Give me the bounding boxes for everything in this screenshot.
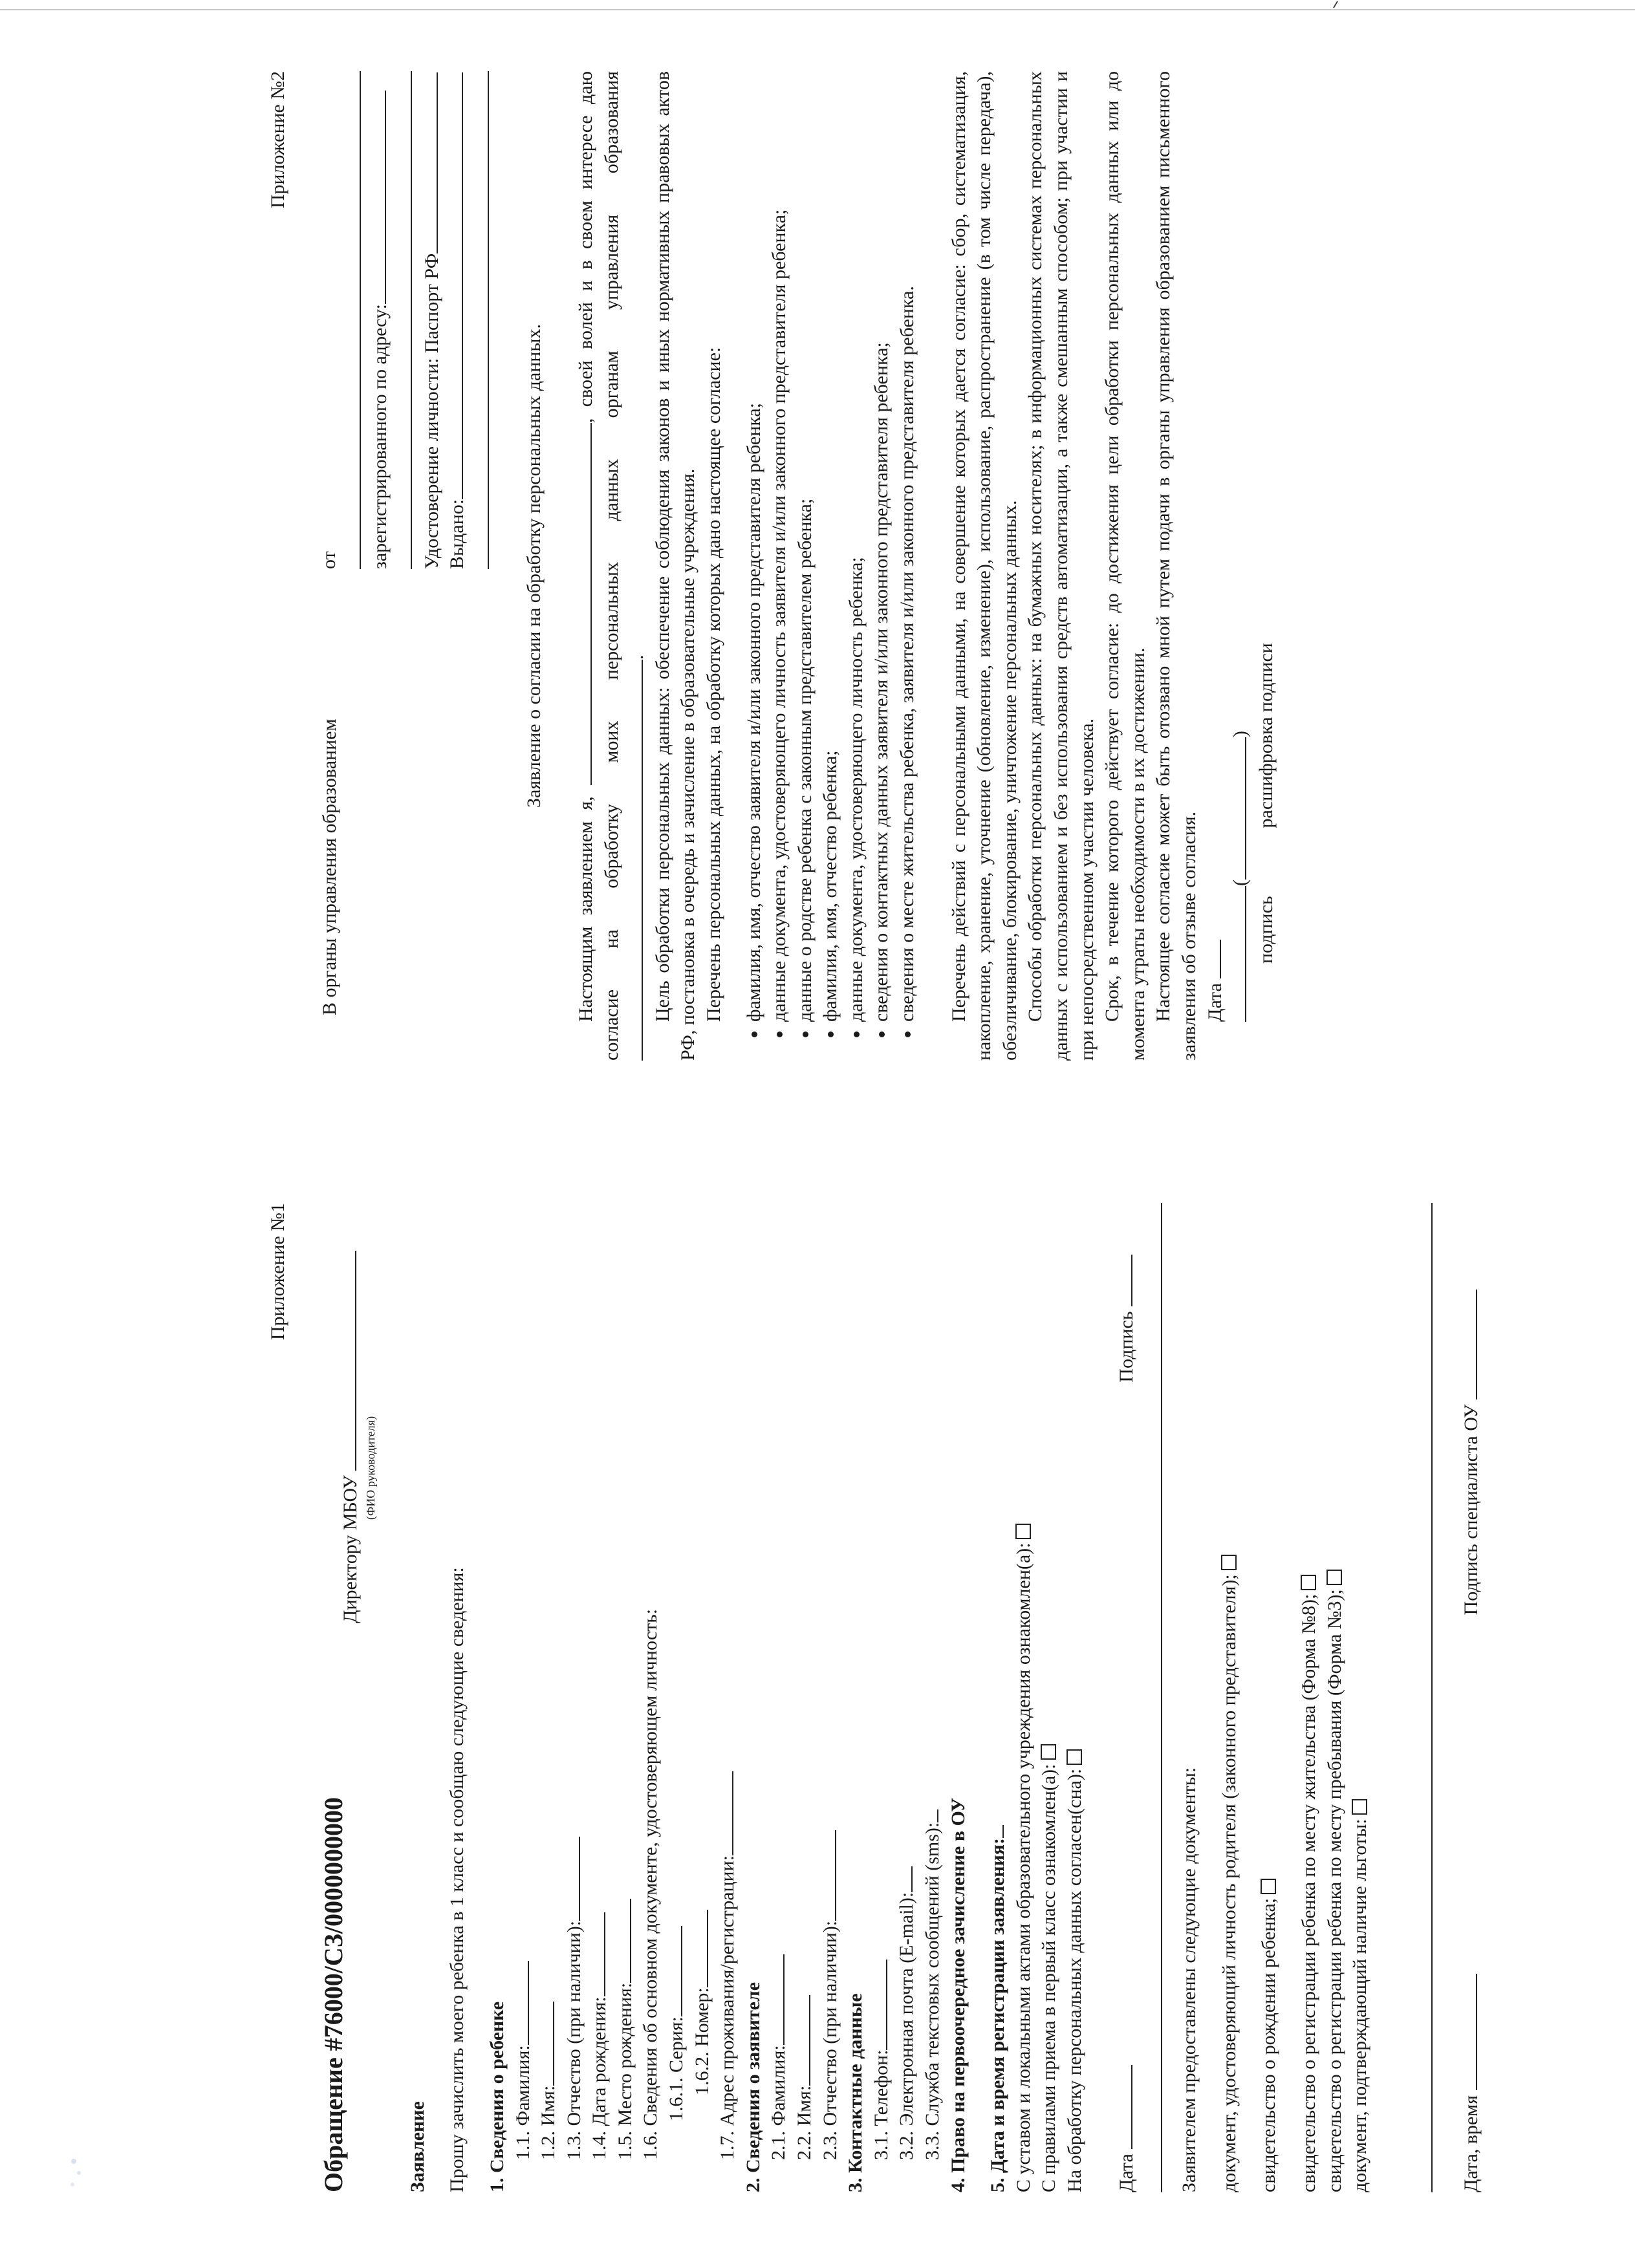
- specialist-signature-field[interactable]: [1460, 1290, 1477, 1399]
- datetime-label: Дата, время: [1460, 2095, 1482, 2192]
- datetime-field[interactable]: [1460, 1974, 1477, 2090]
- doc-series-field[interactable]: [666, 1926, 682, 2016]
- director-field[interactable]: [340, 1251, 356, 1471]
- list-item: • сведения о контактных данных заявителя и/или законного представителя ребенка;: [869, 71, 894, 1022]
- doc-number-field[interactable]: [691, 1910, 708, 1987]
- address-field-2[interactable]: [395, 71, 412, 569]
- consent-date-field[interactable]: [1204, 940, 1221, 978]
- charter-checkbox[interactable]: [1015, 1524, 1031, 1539]
- director-label: Директору МБОУ: [340, 1475, 362, 1623]
- child-birthdate-label: 1.4. Дата рождения:: [589, 1996, 611, 2160]
- sms-field[interactable]: [922, 1809, 938, 1822]
- section-contacts-heading: 3. Контактные данные: [845, 1993, 867, 2192]
- recipient-line: В органы управления образованием: [318, 718, 340, 1015]
- request-text: Прошу зачислить моего ребенка в 1 класс и сообщаю следующие сведения:: [446, 1567, 468, 2192]
- consent-p1-end: , своей волей и в своем интересе даю согласие на обработку моих персональных данных органам управления образования: [574, 70, 622, 1061]
- rules-consent-label: С правилами приема в первый класс ознакомлен(а):: [1038, 1764, 1060, 2192]
- zayavlenie-heading: Заявление: [406, 2101, 428, 2192]
- passport-field[interactable]: [421, 72, 438, 254]
- child-patronymic-label: 1.3. Отчество (при наличии):: [563, 1920, 585, 2160]
- applicant-name-field[interactable]: [794, 1995, 810, 2086]
- child-name-label: 1.2. Имя:: [537, 2085, 559, 2160]
- address-field[interactable]: [369, 91, 386, 304]
- signature-caption: подпись: [1255, 896, 1277, 964]
- list-item: • данные о родстве ребенка с законным представителем ребенка;: [792, 71, 818, 1022]
- consent-list-intro: Перечень персональных данных, на обработку которых дано настоящее согласие:: [702, 347, 724, 1022]
- specialist-signature-label: Подпись специалиста ОУ: [1460, 1404, 1482, 1615]
- decode-caption: расшифровка подписи: [1255, 643, 1277, 828]
- appendix-2-panel: Приложение №2 В органы управления образованием от зарегистрированного по адресу: Удостоверение личности: Паспорт РФ Выдано: Заявление о согласии на обработку персональных данных. Настоящим заявлением я, , своей волей и в своем интересе даю согласие на обработку моих персональных данных органам управления образования . Цель обработки персональных данных: обеспечение соблюдения законов и иных нормативных правовых актов РФ, постановка в очередь и зачисление в образовательные учреждения. Перечень персональных данных, на обработку которых дано настоящее согласие: • фамилия, имя, отчество заявителя и/или законного представителя ребенка; • данные документа, удостоверяющего личность заявителя и/или законного представителя ребенка; • данные о родстве ребенка с законным представителем ребенка; • фамилия, имя, отчество ребенка; • данные документа, удостоверяющего личность ребенка; • сведения о контактных данных заявителя и/или законного представителя ребенка; • сведения о месте жительства ребенка, заявителя и/или законного представителя ребенка. Перечень действий с персональными данными, на совершение которых дается согласие: сбор, систематизация, накопление, хранение, уточнение (обновление, изменение), использование, распространение (в том числе передача), обезличивание, блокирование, уничтожение персональных данных. Способы обработки персональных данных: на бумажных носителях; в информационных системах персональных данных с использованием и без использования средств автоматизации, а также смешанным способом; при участии и при непосредственном участии человека. Срок, в течение которого действует согласие: до достижения цели обработки персональных данных или до момента утраты необходимости в их достижении. Настоящее согласие может быть отозвано мной путем подачи в органы управления образованием письменного заявления об отзыве согласия. Дата () подпись расшифровка подписи: [6, 6, 1635, 1132]
- consent-revocation: Настоящее согласие может быть отозвано мной путем подачи в органы управления образованием письменного заявления об отзыве согласия.: [1153, 71, 1200, 1061]
- list-item: • фамилия, имя, отчество ребенка;: [817, 71, 843, 1022]
- pd-checkbox[interactable]: [1067, 1749, 1082, 1765]
- child-birthplace-label: 1.5. Место рождения:: [614, 1982, 636, 2160]
- consent-methods: Способы обработки персональных данных: на бумажных носителях; в информационных системах персональных данных с использованием и без использования средств автоматизации, а также смешанным способом; при участии и при непосредственном участии человека.: [1024, 71, 1098, 1061]
- section-priority-heading: 4. Право на первоочередное зачисление в ОУ: [947, 1797, 969, 2192]
- applicant-patronymic-label: 2.3. Отчество (при наличии):: [819, 1920, 841, 2160]
- child-birthplace-field[interactable]: [614, 1899, 631, 1983]
- consent-date-label: Дата: [1204, 983, 1226, 1022]
- doc-benefit-label: документ, подтверждающий наличие льготы:: [1349, 1819, 1371, 2192]
- section-registration-heading: 5. Дата и время регистрации заявления:: [987, 1837, 1009, 2192]
- personal-data-list: [741, 71, 920, 1061]
- list-item: • данные документа, удостоверяющего личность ребенка;: [843, 71, 869, 1022]
- child-address-label: 1.7. Адрес проживания/регистрации:: [717, 1855, 739, 2160]
- from-label: от: [318, 551, 340, 569]
- appendix-1-header: Приложение №1: [267, 1203, 288, 1341]
- consent-actions: Перечень действий с персональными данными, на совершение которых дается согласие: сбор, систематизация, накопление, хранение, уточнение (обновление, изменение), использование, распространение (в том числе передача), обезличивание, блокирование, уничтожение персональных данных.: [947, 71, 1021, 1061]
- authority-field[interactable]: [626, 660, 643, 1061]
- doc-form8-label: свидетельство о регистрации ребенка по месту жительства (Форма №8);: [1297, 1593, 1319, 2192]
- appendix-1-panel: [6, 1138, 1635, 2263]
- list-item: • данные документа, удостоверяющего личность заявителя и/или законного представителя ребенка;: [766, 71, 792, 1022]
- consent-signature-field[interactable]: [1229, 886, 1246, 1022]
- signature-field[interactable]: [1116, 1255, 1132, 1306]
- appendix-2-header: Приложение №2: [267, 71, 288, 209]
- date-field[interactable]: [1116, 2065, 1132, 2149]
- child-name-field[interactable]: [537, 2002, 554, 2086]
- email-field[interactable]: [896, 1866, 913, 1892]
- section-applicant-heading: 2. Сведения о заявителе: [742, 1982, 764, 2192]
- signature-label: Подпись: [1115, 1311, 1137, 1383]
- pd-consent-label: На обработку персональных данных согласен(сна):: [1063, 1768, 1085, 2192]
- open-paren: (: [1229, 880, 1251, 886]
- consent-term: Срок, в течение которого действует согласие: до достижения цели обработки персональных данных или до момента утраты необходимости в их достижении.: [1101, 71, 1149, 1061]
- consent-p1-start: Настоящим заявлением я,: [574, 796, 596, 1022]
- section-child-heading: 1. Сведения о ребенке: [486, 2001, 508, 2192]
- child-patronymic-field[interactable]: [563, 1837, 580, 1921]
- child-surname-field[interactable]: [512, 1961, 529, 2045]
- phone-label: 3.1. Телефон:: [870, 2049, 892, 2160]
- doc-form3-checkbox[interactable]: [1326, 1570, 1342, 1585]
- request-title: Обращение #76000/СЗ/0000000000: [318, 1797, 348, 2192]
- charter-consent-label: С уставом и локальными актами образовательного учреждения ознакомлен(а):: [1012, 1542, 1034, 2192]
- applicant-name-label: 2.2. Имя:: [794, 2085, 816, 2160]
- close-paren: ): [1229, 731, 1251, 737]
- doc-birth-cert-checkbox[interactable]: [1261, 1879, 1276, 1894]
- issued-field-2[interactable]: [472, 71, 489, 569]
- applicant-surname-label: 2.1. Фамилия:: [768, 2045, 790, 2160]
- child-document-label: 1.6. Сведения об основном документе, удостоверяющем личность:: [640, 1608, 662, 2160]
- docs-intro: Заявителем предоставлены следующие документы:: [1178, 1767, 1200, 2192]
- doc-number-label: 1.6.2. Номер:: [691, 1987, 713, 2095]
- doc-form3-label: свидетельство о регистрации ребенка по месту пребывания (Форма №3);: [1323, 1589, 1345, 2192]
- phone-field[interactable]: [871, 1960, 887, 2050]
- doc-birth-cert-label: свидетельство о рождении ребенка;: [1258, 1897, 1280, 2192]
- doc-benefit-checkbox[interactable]: [1352, 1799, 1367, 1815]
- from-field[interactable]: [344, 71, 361, 569]
- child-birthdate-field[interactable]: [589, 1912, 605, 1996]
- issued-label: Выдано:: [446, 499, 468, 569]
- rules-checkbox[interactable]: [1041, 1744, 1056, 1760]
- doc-series-label: 1.6.1. Серия:: [666, 2016, 688, 2121]
- doc-form8-checkbox[interactable]: [1301, 1575, 1316, 1590]
- doc-parent-id-label: документ, удостоверяющий личность родителя (законного представителя);: [1218, 1574, 1240, 2192]
- separator-line-2: [1373, 1203, 1433, 2192]
- date-label: Дата: [1115, 2154, 1137, 2192]
- consent-title: Заявление о согласии на обработку персональных данных.: [523, 323, 545, 808]
- child-surname-label: 1.1. Фамилия:: [512, 2045, 534, 2160]
- director-caption: (ФИО руководителя): [363, 1416, 377, 1520]
- applicant-patronymic-field[interactable]: [819, 1830, 836, 1921]
- consent-decode-field[interactable]: [1229, 737, 1246, 880]
- list-item: • сведения о месте жительства ребенка, заявителя и/или законного представителя ребенка.: [894, 71, 920, 1022]
- issued-field[interactable]: [446, 72, 463, 499]
- applicant-fullname-field[interactable]: [575, 423, 592, 785]
- child-address-field[interactable]: [717, 1771, 733, 1855]
- passport-label: Удостоверение личности: Паспорт РФ: [420, 253, 442, 569]
- applicant-surname-field[interactable]: [768, 1954, 785, 2045]
- list-item: • фамилия, имя, отчество заявителя и/или законного представителя ребенка;: [741, 71, 767, 1022]
- consent-purpose: Цель обработки персональных данных: обеспечение соблюдения законов и иных нормативных правовых актов РФ, постановка в очередь и зачисление в образовательные учреждения.: [651, 71, 699, 1061]
- sms-label: 3.3. Служба текстовых сообщений (sms):: [922, 1822, 944, 2160]
- address-label: зарегистрированного по адресу:: [369, 304, 391, 569]
- email-label: 3.2. Электронная почта (E-mail):: [896, 1892, 918, 2160]
- doc-parent-id-checkbox[interactable]: [1221, 1555, 1237, 1570]
- registration-field[interactable]: [987, 1825, 1004, 1838]
- separator-line: [1139, 1203, 1162, 2192]
